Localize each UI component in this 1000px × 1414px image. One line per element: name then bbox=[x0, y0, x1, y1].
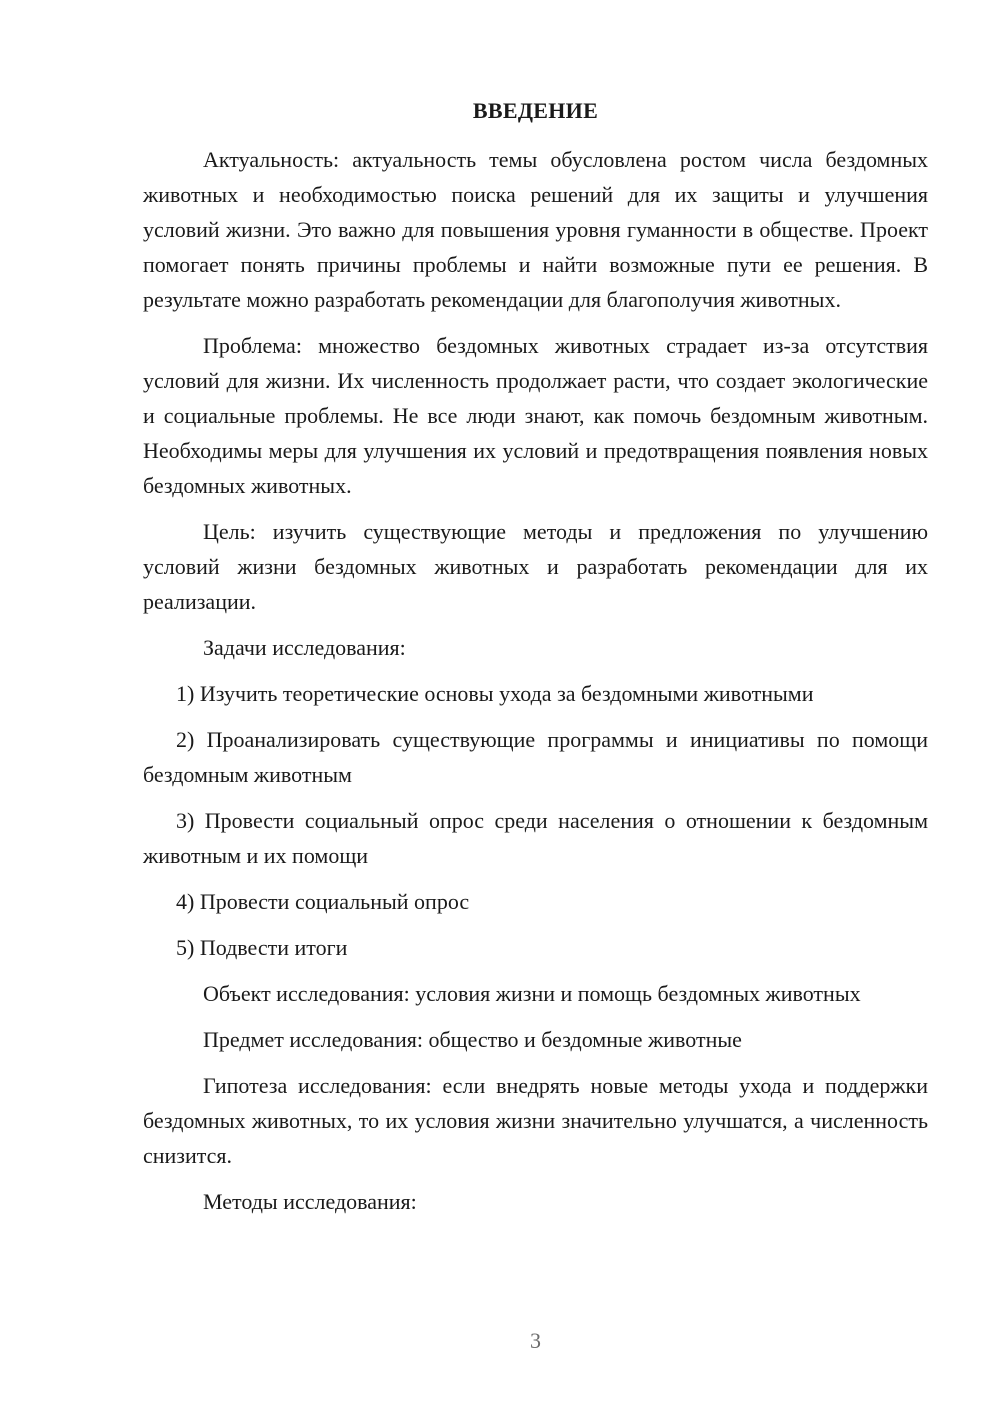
task-item-2: 2) Проанализировать существующие программы и инициативы по помощи бездомным животным bbox=[143, 727, 928, 787]
document-body bbox=[143, 142, 928, 1230]
task-item-1: 1) Изучить теоретические основы ухода за бездомными животными bbox=[176, 681, 814, 706]
paragraph-problem: Проблема: множество бездомных животных страдает из-за отсутствия условий для жизни. Их численность продолжает расти, что создает экологические и социальные проблемы. Не все люди знают, как помочь бездомным животным. Необходимы меры для улучшения их условий и предотвращения появления новых бездомных животных. bbox=[143, 333, 928, 498]
task-item-3: 3) Провести социальный опрос среди населения о отношении к бездомным животным и их помощи bbox=[143, 808, 928, 868]
paragraph-hypothesis: Гипотеза исследования: если внедрять новые методы ухода и поддержки бездомных животных, то их условия жизни значительно улучшатся, а численность снизится. bbox=[143, 1073, 928, 1168]
paragraph-methods: Методы исследования: bbox=[203, 1189, 417, 1214]
section-title: ВВЕДЕНИЕ bbox=[472, 98, 599, 123]
task-item-4: 4) Провести социальный опрос bbox=[176, 889, 470, 914]
paragraph-subject: Предмет исследования: общество и бездомные животные bbox=[203, 1027, 742, 1052]
page-number: 3 bbox=[530, 1328, 541, 1353]
task-item-5: 5) Подвести итоги bbox=[176, 935, 348, 960]
document-page bbox=[143, 0, 928, 1414]
tasks-heading: Задачи исследования: bbox=[203, 635, 406, 660]
paragraph-object: Объект исследования: условия жизни и помощь бездомных животных bbox=[203, 981, 861, 1006]
paragraph-goal: Цель: изучить существующие методы и предложения по улучшению условий жизни бездомных животных и разработать рекомендации для их реализации. bbox=[143, 519, 928, 614]
paragraph-relevance: Актуальность: актуальность темы обусловлена ростом числа бездомных животных и необходимостью поиска решений для их защиты и улучшения условий жизни. Это важно для повышения уровня гуманности в обществе. Проект помогает понять причины проблемы и найти возможные пути ее решения. В результате можно разработать рекомендации для благополучия животных. bbox=[143, 147, 928, 312]
